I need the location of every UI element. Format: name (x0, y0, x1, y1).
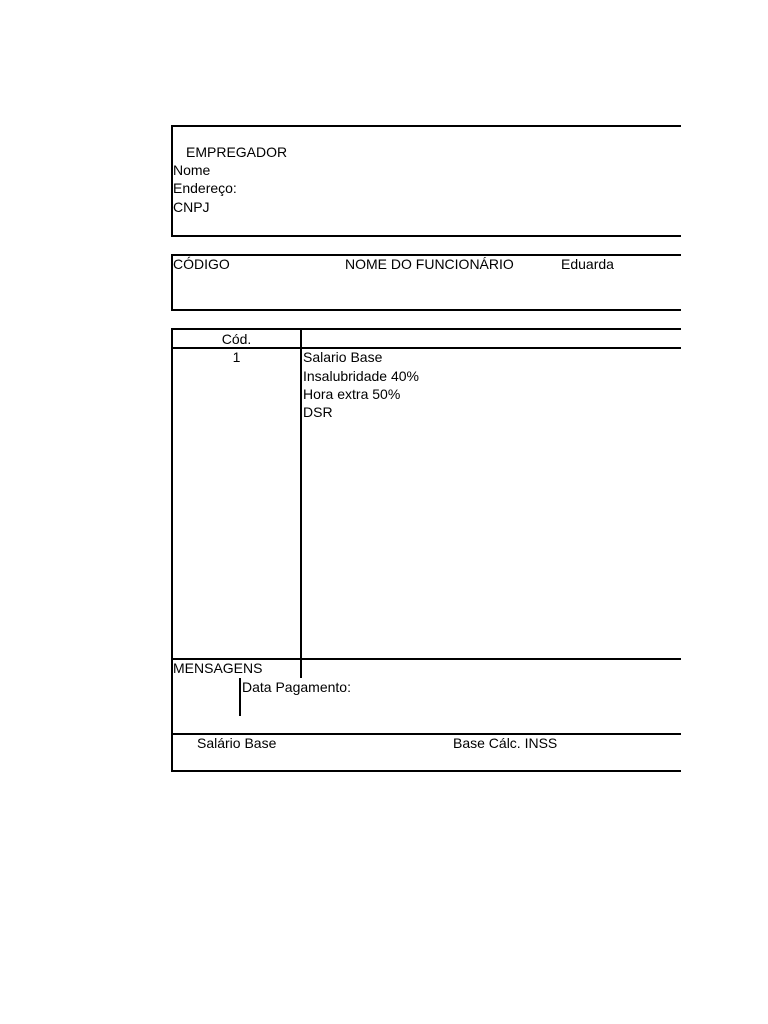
employer-name-label: Nome (173, 162, 211, 178)
item-description: Hora extra 50% (303, 386, 401, 402)
employer-address-label: Endereço: (173, 180, 237, 196)
footer-base-salary-label: Salário Base (197, 735, 277, 751)
employee-code-label: CÓDIGO (173, 256, 230, 272)
item-description: Salario Base (303, 349, 383, 365)
payment-date-label: Data Pagamento: (242, 679, 351, 695)
employee-name-value: Eduarda (561, 256, 614, 272)
employer-cnpj-label: CNPJ (173, 199, 210, 215)
payment-date-divider (239, 678, 241, 716)
employee-name-label: NOME DO FUNCIONÁRIO (345, 256, 514, 272)
item-description: Insalubridade 40% (303, 368, 419, 384)
code-column-header: Cód. (221, 331, 252, 347)
employer-heading: EMPREGADOR (186, 144, 288, 160)
footer-inss-base-label: Base Cálc. INSS (453, 735, 558, 751)
employer-section (171, 125, 681, 237)
messages-label: MENSAGENS (173, 660, 263, 676)
item-code: 1 (232, 349, 241, 365)
items-code-column-divider (300, 328, 302, 678)
item-description: DSR (303, 404, 333, 420)
items-table (171, 328, 681, 772)
